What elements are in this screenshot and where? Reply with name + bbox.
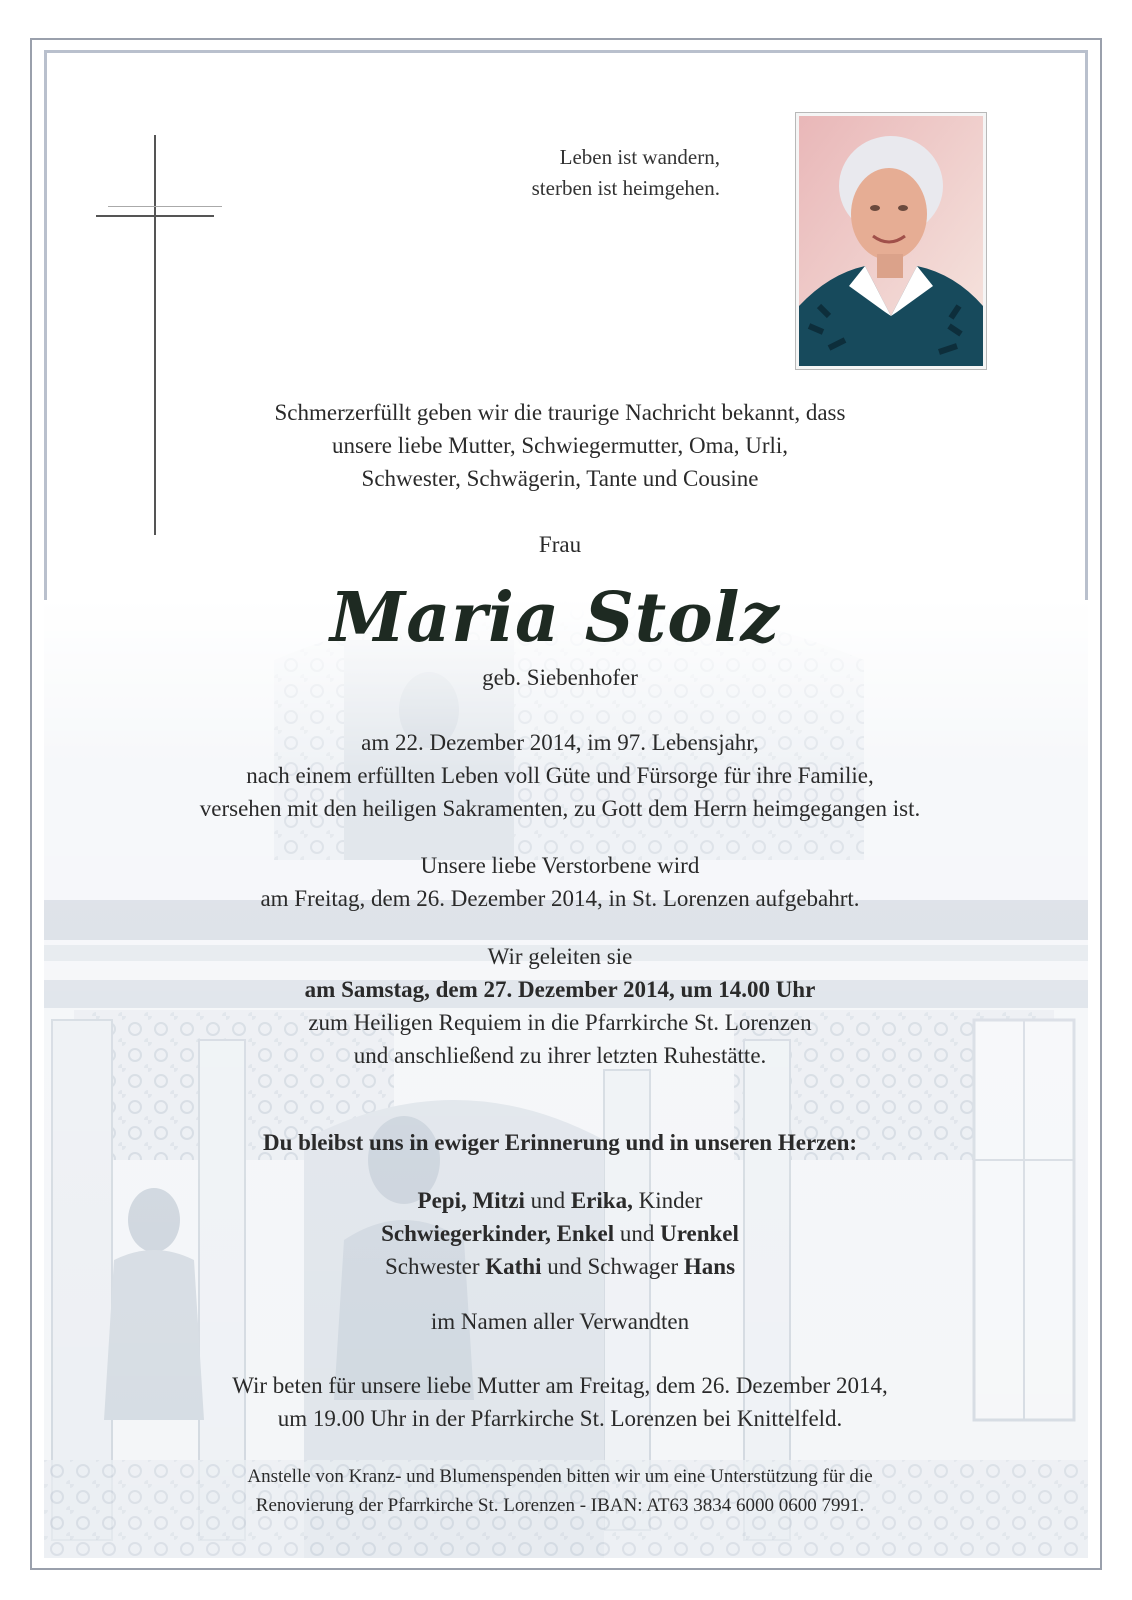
mourners-row-siblings: Schwester Kathi und Schwager Hans bbox=[384, 1254, 736, 1279]
funeral-date-time: am Samstag, dem 27. Dezember 2014, um 14.00 Uhr bbox=[304, 977, 816, 1002]
motto: Leben ist wandern, sterben ist heimgehen. bbox=[531, 145, 720, 200]
mourners-row-children: Pepi, Mitzi und Erika, Kinder bbox=[417, 1188, 703, 1213]
mourners-row-grandchildren: Schwiegerkinder, Enkel und Urenkel bbox=[381, 1221, 739, 1246]
donation-info: Anstelle von Kranz- und Blumenspenden bitten wir um eine Unterstützung für die Renovierung der Pfarrkirche St. Lorenzen - IBAN: AT63 3834 6000 0600 7991. bbox=[247, 1466, 873, 1516]
memory-heading: Du bleibst uns in ewiger Erinnerung und in unseren Herzen: bbox=[262, 1130, 858, 1155]
prayer-info: Wir beten für unsere liebe Mutter am Freitag, dem 26. Dezember 2014, um 19.00 Uhr in der Pfarrkirche St. Lorenzen bei Knittelfeld. bbox=[232, 1373, 888, 1431]
portrait-photo bbox=[795, 112, 987, 370]
viewing-info: Unsere liebe Verstorbene wird am Freitag, dem 26. Dezember 2014, in St. Lorenzen aufgebahrt. bbox=[260, 853, 860, 911]
announcement: Schmerzerfüllt geben wir die traurige Nachricht bekannt, dass unsere liebe Mutter, Schwiegermutter, Oma, Urli, Schwester, Schwägerin, Tante und Cousine bbox=[274, 400, 846, 491]
deceased-name: Maria Stolz bbox=[329, 578, 781, 658]
mourners-list bbox=[60, 1184, 1060, 1283]
mourners-closing: im Namen aller Verwandten bbox=[430, 1309, 690, 1334]
death-notice: am 22. Dezember 2014, im 97. Lebensjahr, nach einem erfüllten Leben voll Güte und Fürsorge für ihre Familie, versehen mit den heiligen Sakramenten, zu Gott dem Herrn heimgegangen ist. bbox=[199, 730, 921, 821]
maiden-name: geb. Siebenhofer bbox=[482, 665, 638, 690]
salutation: Frau bbox=[538, 532, 582, 557]
funeral-info: Wir geleiten sie am Samstag, dem 27. Dezember 2014, um 14.00 Uhr zum Heiligen Requiem in die Pfarrkirche St. Lorenzen und anschließend zu ihrer letzten Ruhestätte. bbox=[60, 940, 1060, 1072]
